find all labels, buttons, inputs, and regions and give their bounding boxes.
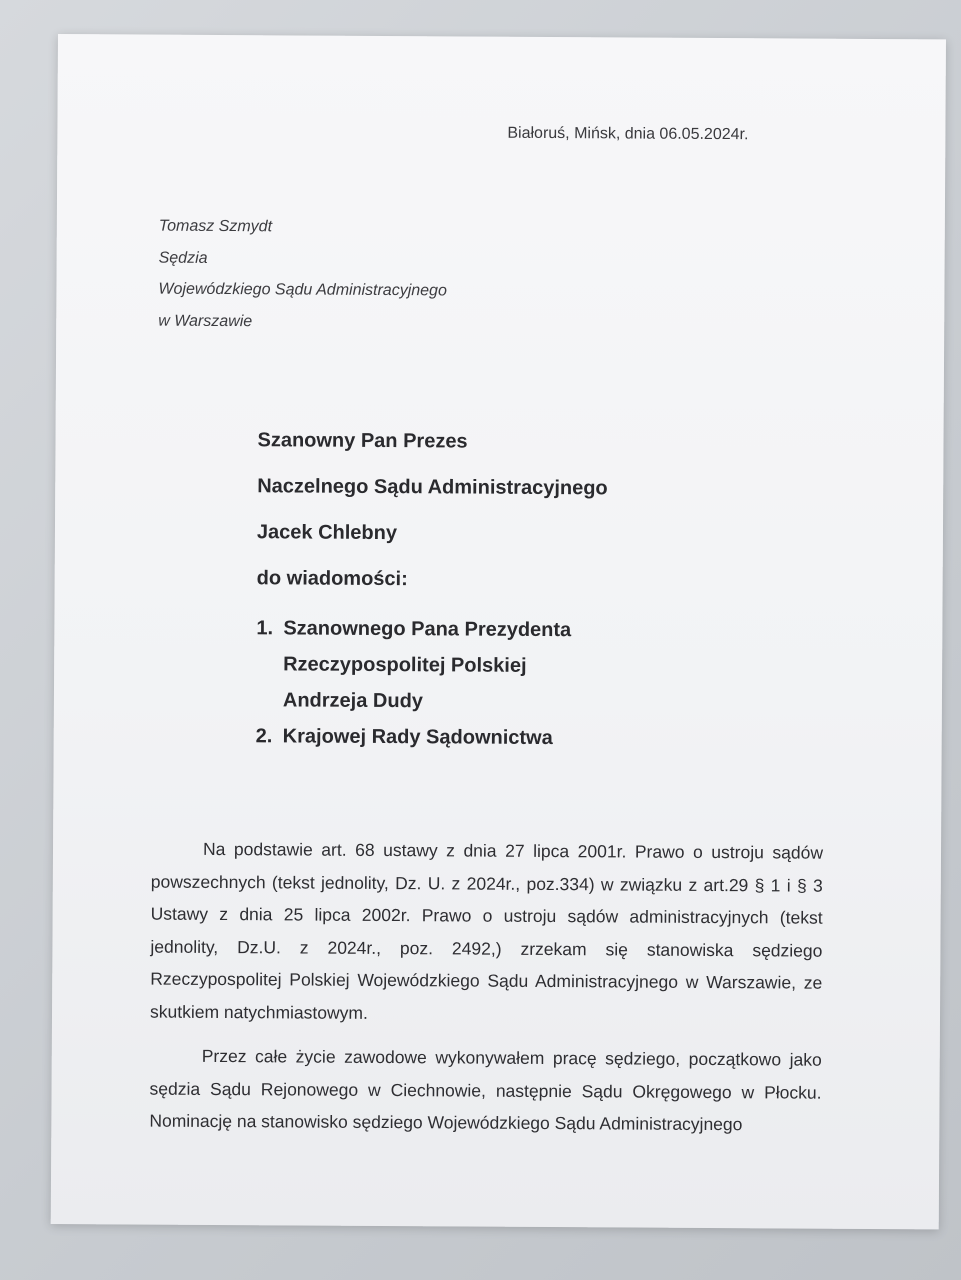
addressee-block <box>256 429 608 615</box>
cc-list <box>256 617 572 763</box>
addressee-salutation: Szanowny Pan Prezes <box>257 429 468 453</box>
cc-item <box>256 617 572 727</box>
cc-item-number: 1. <box>256 617 274 640</box>
cc-item-number: 2. <box>255 725 273 748</box>
letter-body <box>149 833 823 1154</box>
sender-block <box>158 211 447 339</box>
addressee-court: Naczelnego Sądu Administracyjnego <box>257 475 608 500</box>
cc-item-line: Rzeczypospolitej Polskiej <box>283 653 527 677</box>
cc-item-line: Andrzeja Dudy <box>282 689 424 713</box>
letter-page <box>51 34 946 1229</box>
cc-item-line: Krajowej Rady Sądownictwa <box>282 725 553 750</box>
sender-city: w Warszawie <box>158 312 253 330</box>
cc-heading: do wiadomości: <box>256 567 408 591</box>
cc-item-line: Szanownego Pana Prezydenta <box>283 617 572 642</box>
place-and-date: Białoruś, Mińsk, dnia 06.05.2024r. <box>507 124 749 144</box>
sender-title: Sędzia <box>158 249 208 267</box>
body-paragraph: Na podstawie art. 68 ustawy z dnia 27 lipca 2001r. Prawo o ustroju sądów powszechnych (tekst jednolity, Dz. U. z 2024r., poz.334) w związku z art.29 § 1 i § 3 Ustawy z dnia 25 lipca 2002r. Prawo o ustroju sądów administracyjnych (tekst jednolity, Dz.U. z 2024r., poz. 2492,) zrzekam się stanowiska sędziego Rzeczypospolitej Polskiej Wojewódzkiego Sądu Administracyjnego w Warszawie, ze skutkiem natychmiastowym. <box>149 838 824 1023</box>
cc-item <box>256 725 571 763</box>
body-paragraph: Przez całe życie zawodowe wykonywałem pracę sędziego, początkowo jako sędzia Sądu Rejonowego w Ciechnowie, następnie Sądu Okręgowego w Płocku. Nominację na stanowisko sędziego Wojewódzkiego Sądu Administracyjnego <box>149 1045 822 1135</box>
sender-name: Tomasz Szmydt <box>158 217 273 236</box>
sender-court: Wojewódzkiego Sądu Administracyjnego <box>158 280 447 300</box>
addressee-name: Jacek Chlebny <box>256 521 398 545</box>
